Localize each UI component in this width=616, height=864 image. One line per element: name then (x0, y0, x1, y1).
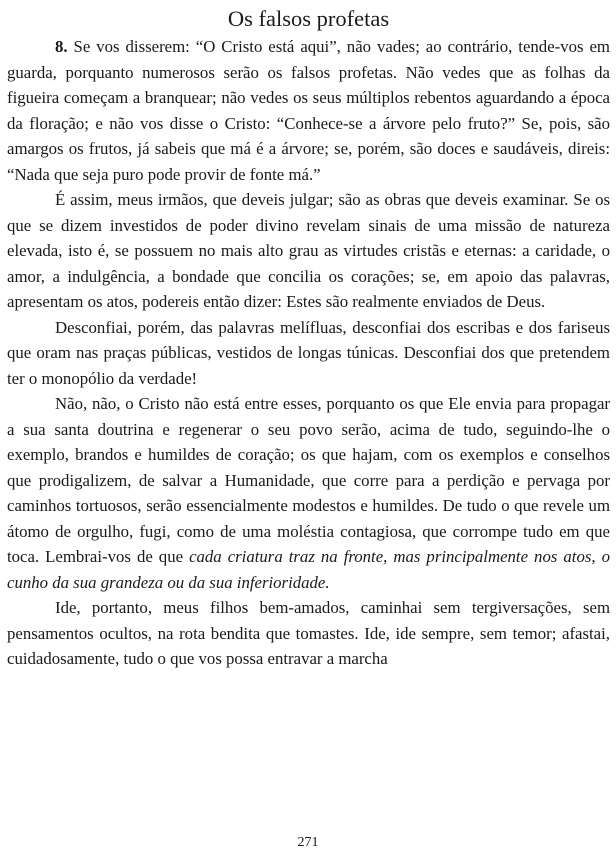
paragraph-text: Desconfiai, porém, das palavras melífluas, desconfiai dos escribas e dos fariseus que oram nas praças públicas, vestidos de longas túnicas. Desconfiai dos que pretendem ter o monopólio da verdade! (7, 317, 610, 388)
paragraph-2 (7, 187, 610, 315)
paragraph-text: Ide, portanto, meus filhos bem-amados, caminhai sem tergiversações, sem pensamentos ocultos, na rota bendita que tomastes. Ide, ide sempre, sem temor; afastai, cuidadosamente, tudo o que vos possa entravar a marcha (7, 598, 610, 668)
body-text (7, 34, 610, 672)
paragraph-1 (7, 34, 610, 187)
section-title: Os falsos profetas (227, 6, 390, 31)
paragraph-text: Não, não, o Cristo não está entre esses, porquanto os que Ele envia para propagar a sua santa doutrina e regenerar o seu povo serão, acima de tudo, seguindo-lhe o exemplo, brandos e humildes de coração; os que hajam, com os exemplos e conselhos que prodigalizem, de salvar a Humanidade, que corre para a perdição e pervaga por caminhos tortuosos, serão essencialmente modestos e humildes. De tudo o que revele um átomo de orgulho, fugi, como de uma moléstia contagiosa, que corrompe tudo em que toca. Lembrai-vos de que (7, 394, 610, 566)
italic-emphasis: cada criatura traz na fronte, mas principalmente nos atos, o cunho da sua grandeza ou da sua inferioridade. (7, 547, 610, 592)
paragraph-4 (7, 391, 610, 595)
paragraph-5 (7, 595, 610, 672)
item-number: 8. (55, 37, 68, 56)
book-page (7, 4, 610, 672)
paragraph-text: É assim, meus irmãos, que deveis julgar; são as obras que deveis examinar. Se os que se dizem investidos de poder divino revelam sinais de uma missão de natureza elevada, isto é, se possuem no mais alto grau as virtudes cristãs e eternas: a caridade, o amor, a indulgência, a bondade que concilia os corações; se, em apoio das palavras, apresentam os atos, podereis então dizer: Estes são realmente enviados de Deus. (7, 190, 610, 311)
page-number: 271 (297, 835, 319, 850)
paragraph-text: Se vos disserem: “O Cristo está aqui”, não vades; ao contrário, tende-vos em guarda, porquanto numerosos serão os falsos profetas. Não vedes que as folhas da figueira começam a branquear; não vedes os seus múltiplos rebentos aguardando a época da floração; e não vos disse o Cristo: “Conhece-se a árvore pelo fruto?” Se, pois, são amargos os frutos, já sabeis que má é a árvore; se, porém, são doces e saudáveis, direis: “Nada que seja puro pode provir de fonte má.” (7, 37, 610, 184)
paragraph-3 (7, 315, 610, 392)
